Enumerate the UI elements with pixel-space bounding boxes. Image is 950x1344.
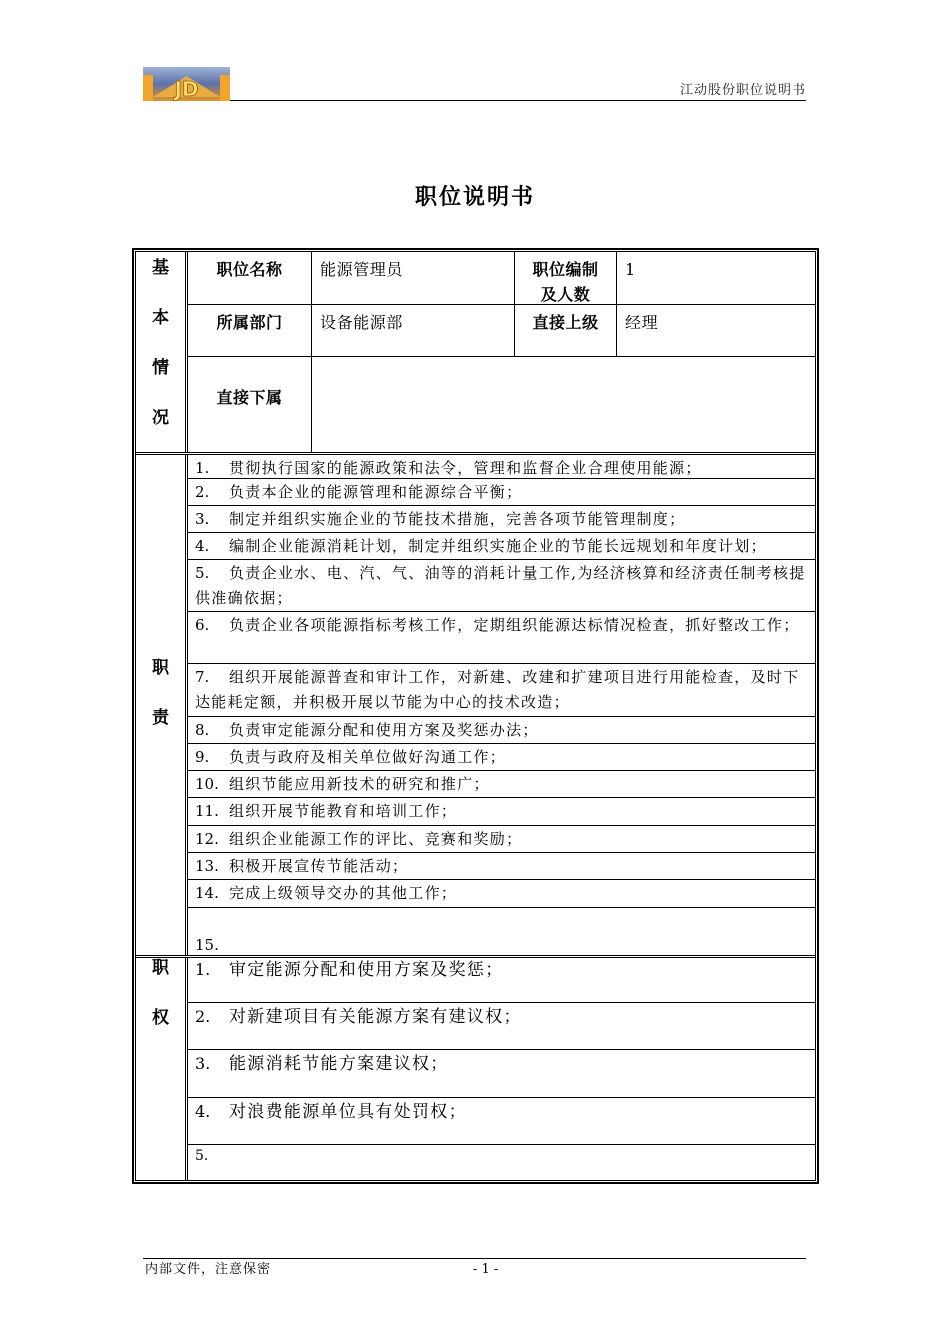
section-label-char: 基	[152, 258, 169, 278]
logo-lettering: JD	[174, 77, 199, 101]
authority-item-text: 审定能源分配和使用方案及奖惩；	[229, 960, 504, 980]
duty-item-14	[188, 880, 815, 908]
duty-item-text: 组织开展能源普查和审计工作，对新建、改建和扩建项目进行用能检查，及时下达能耗定额，并积极开展以节能为中心的技术改造；	[195, 668, 800, 711]
duty-item-text: 负责企业水、电、汽、气、油等的消耗计量工作,为经济核算和经济责任制考核提供准确依据；	[195, 564, 806, 607]
duty-item-text: 负责与政府及相关单位做好沟通工作；	[229, 748, 507, 766]
section-label-char: 权	[152, 1008, 169, 1028]
page-title: 职位说明书	[414, 185, 535, 210]
duty-item-number: 1.	[195, 459, 210, 477]
duty-item-6	[188, 612, 815, 664]
authority-item-text: 能源消耗节能方案建议权；	[229, 1054, 449, 1074]
position-name-value: 能源管理员	[312, 252, 515, 305]
headcount-value: 1	[617, 252, 815, 305]
authority-section-label	[136, 958, 188, 1180]
department-label: 所属部门	[188, 305, 312, 357]
section-label-char: 情	[152, 358, 169, 378]
duty-item-4	[188, 533, 815, 560]
authority-item-2	[188, 1003, 815, 1050]
section-label-char: 况	[152, 408, 169, 428]
supervisor-value: 经理	[617, 305, 815, 357]
authority-item-text: 对新建项目有关能源方案有建议权；	[229, 1007, 522, 1027]
basic-info-section	[136, 252, 815, 452]
section-label-char: 本	[152, 308, 169, 328]
duty-item-2	[188, 479, 815, 506]
duty-item-text: 组织节能应用新技术的研究和推广；	[229, 775, 490, 793]
authority-list	[188, 958, 815, 1180]
authority-item-number: 5.	[195, 1148, 209, 1164]
duty-item-9	[188, 744, 815, 771]
subordinates-label: 直接下属	[188, 357, 312, 452]
duty-item-number: 8.	[195, 721, 210, 739]
footer-confidential-note: 内部文件，注意保密	[145, 1262, 272, 1277]
job-description-table	[132, 248, 819, 1184]
authority-item-number: 4.	[195, 1102, 211, 1121]
basic-info-section-label	[136, 252, 188, 452]
subordinates-value	[312, 357, 815, 452]
authority-item-number: 1.	[195, 960, 211, 979]
duty-item-number: 3.	[195, 510, 210, 528]
section-label-char: 职	[152, 958, 169, 978]
duty-item-1	[188, 455, 815, 479]
authority-section	[136, 955, 815, 1180]
duty-item-number: 5.	[195, 564, 210, 582]
duty-item-text: 制定并组织实施企业的节能技术措施，完善各项节能管理制度；	[229, 510, 686, 528]
supervisor-label: 直接上级	[515, 305, 617, 357]
duty-item-number: 6.	[195, 616, 210, 634]
duty-item-7	[188, 664, 815, 717]
duty-item-12	[188, 826, 815, 853]
duty-item-number: 12.	[195, 830, 219, 848]
duty-item-text: 负责本企业的能源管理和能源综合平衡；	[229, 483, 523, 501]
duty-item-number: 14.	[195, 884, 219, 902]
department-value: 设备能源部	[312, 305, 515, 357]
authority-item-1	[188, 958, 815, 1003]
authority-item-text: 对浪费能源单位具有处罚权；	[229, 1102, 467, 1122]
duty-item-text: 组织开展节能教育和培训工作；	[229, 802, 458, 820]
duty-item-number: 4.	[195, 537, 210, 555]
duty-item-text: 负责审定能源分配和使用方案及奖惩办法；	[229, 721, 539, 739]
authority-item-4	[188, 1098, 815, 1145]
duty-item-number: 7.	[195, 668, 210, 686]
header-document-label: 江动股份职位说明书	[679, 83, 806, 98]
duty-item-13	[188, 853, 815, 880]
duty-item-text: 组织企业能源工作的评比、竞赛和奖励；	[229, 830, 523, 848]
duty-item-number: 13.	[195, 857, 219, 875]
duty-item-15	[188, 908, 815, 955]
section-label-char: 责	[152, 708, 169, 728]
section-label-char: 职	[152, 658, 169, 678]
duty-item-10	[188, 771, 815, 798]
position-name-label: 职位名称	[188, 252, 312, 305]
duty-item-text: 编制企业能源消耗计划，制定并组织实施企业的节能长远规划和年度计划；	[229, 537, 767, 555]
basic-info-grid	[188, 252, 815, 452]
headcount-label-line: 及人数	[540, 285, 591, 304]
duty-item-number: 15.	[195, 936, 219, 954]
duty-item-text: 负责企业各项能源指标考核工作，定期组织能源达标情况检查，抓好整改工作；	[229, 616, 800, 634]
duty-item-text: 贯彻执行国家的能源政策和法令，管理和监督企业合理使用能源；	[229, 459, 702, 477]
duty-item-number: 9.	[195, 748, 210, 766]
duty-item-text: 积极开展宣传节能活动；	[229, 857, 409, 875]
duty-item-11	[188, 798, 815, 826]
company-logo	[143, 67, 230, 101]
authority-item-number: 2.	[195, 1007, 211, 1026]
duty-item-5	[188, 560, 815, 612]
authority-item-5	[188, 1145, 815, 1180]
headcount-label-line: 职位编制	[532, 260, 599, 279]
duty-item-number: 2.	[195, 483, 210, 501]
duty-item-text: 完成上级领导交办的其他工作；	[229, 884, 458, 902]
duty-item-3	[188, 506, 815, 533]
header-rule	[143, 100, 806, 101]
duty-item-number: 11.	[195, 802, 219, 820]
duties-section-label	[136, 455, 188, 955]
duties-section	[136, 452, 815, 955]
headcount-label	[515, 252, 617, 305]
authority-item-3	[188, 1050, 815, 1098]
footer-rule	[143, 1258, 806, 1259]
authority-item-number: 3.	[195, 1054, 211, 1073]
duties-list	[188, 455, 815, 955]
footer-page-number: - 1 -	[473, 1262, 499, 1277]
duty-item-8	[188, 717, 815, 744]
duty-item-number: 10.	[195, 775, 219, 793]
